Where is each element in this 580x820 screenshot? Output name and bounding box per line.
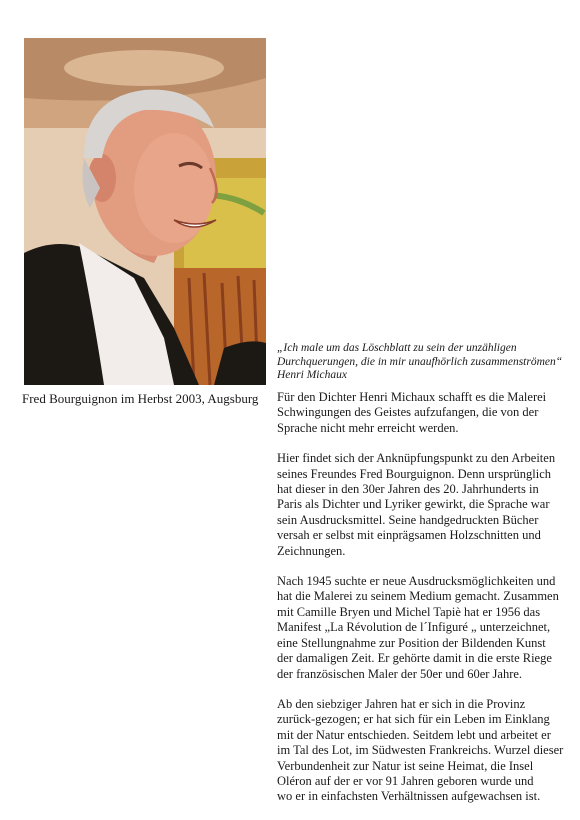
paragraph: Nach 1945 suchte er neue Ausdrucksmöglichkeiten und hat die Malerei zu seinem Medium gemacht. Zusammen mit Camille Bryen und Michel Tapiè hat er 1956 das Manifest „La Révolution de l´Infiguré „ unterzeichnet, eine Stellungnahme zur Position der Bildenden Kunst der damaligen Zeit. Er gehörte damit in die erste Riege der französischen Maler der 50er und 60er Jahre. <box>277 574 559 681</box>
article-body <box>277 390 567 820</box>
quote-text: „Ich male um das Löschblatt zu sein der unzähligen Durchquerungen, die in mir unaufhörlich zusammenströmen“ <box>277 342 563 368</box>
portrait-illustration <box>24 38 266 385</box>
paragraph: Ab den siebziger Jahren hat er sich in die Provinz zurück-gezogen; er hat sich für ein Leben im Einklang mit der Natur entschieden. Seitdem lebt und arbeitet er im Tal des Lot, im Südwesten Frankreichs. Wurzel dieser Verbundenheit zur Natur ist seine Heimat, die Insel Oléron auf der er vor 91 Jahren geboren wurde und wo er in einfachsten Verhältnissen aufgewachsen ist. <box>277 696 564 804</box>
portrait-photo <box>24 38 266 385</box>
paragraph: Für den Dichter Henri Michaux schafft es die Malerei Schwingungen des Geistes aufzufangen, die von der Sprache nicht mehr erreicht werden. <box>277 390 547 435</box>
quote-block <box>277 342 577 383</box>
quote-author: Henri Michaux <box>277 369 347 381</box>
paragraph: Hier findet sich der Anknüpfungspunkt zu den Arbeiten seines Freundes Fred Bourguignon. Denn ursprünglich hat dieser in den 30er Jahren des 20. Jahrhunderts in Paris als Dichter und Lyriker gewirkt, die Sprache war sein Ausdrucksmittel. Seine handgedruckten Bücher versah er selbst mit einprägsamen Holzschnitten und Zeichnungen. <box>277 451 556 558</box>
photo-caption: Fred Bourguignon im Herbst 2003, Augsburg <box>22 391 259 406</box>
